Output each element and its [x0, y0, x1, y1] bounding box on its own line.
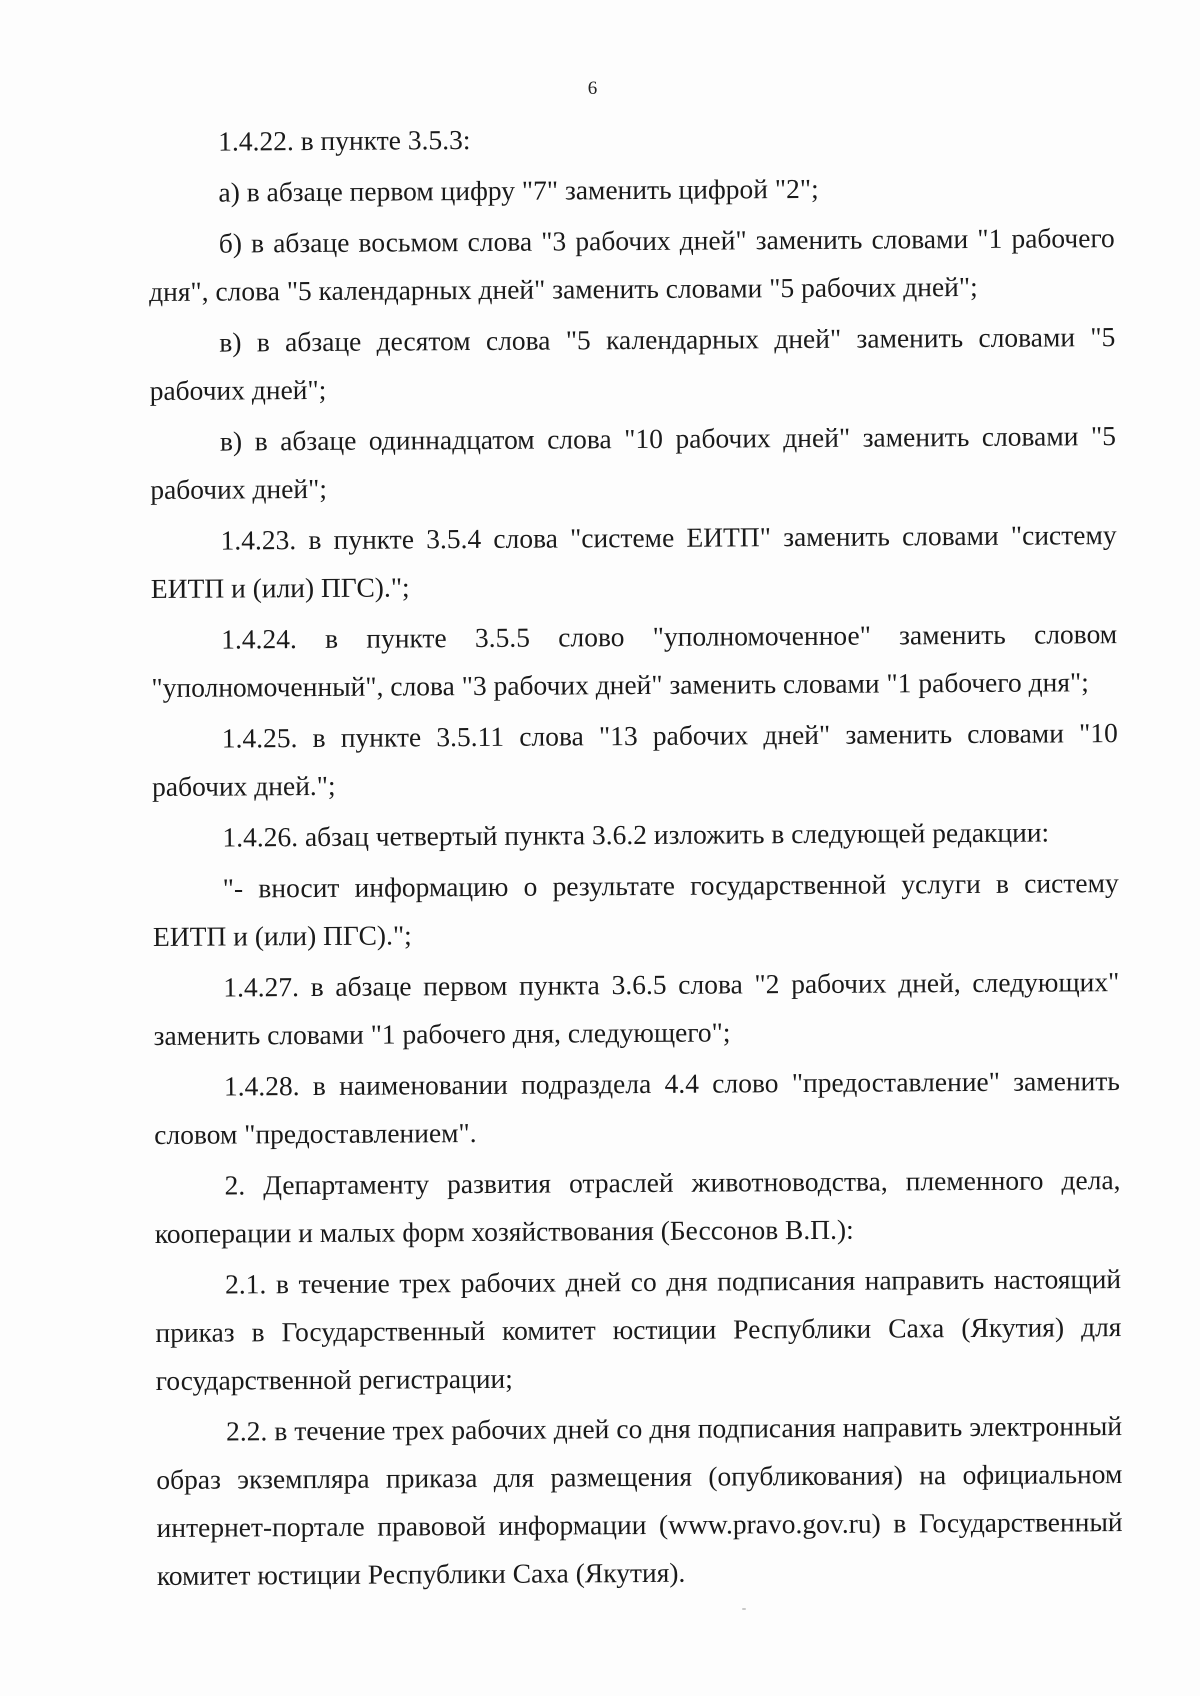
paragraph-1-4-28: 1.4.28. в наименовании подраздела 4.4 слово "предоставление" заменить словом "предоставлением". [154, 1065, 1120, 1150]
paragraph-2-2: 2.2. в течение трех рабочих дней со дня подписания направить электронный образ экземпляра приказа для размещения (опубликования) на официальном интернет-портале правовой информации (www.pravo.gov.ru) в Государственный комитет юстиции Республики Саха (Якутия). [156, 1410, 1123, 1591]
paragraph-1-4-22: 1.4.22. в пункте 3.5.3: [218, 124, 471, 157]
paragraph-1-4-23: 1.4.23. в пункте 3.5.4 слова "системе ЕИТП" заменить словами "систему ЕИТП и (или) ПГС)."; [150, 519, 1117, 604]
paragraph-1-4-25: 1.4.25. в пункте 3.5.11 слова "13 рабочих дней" заменить словами "10 рабочих дней."; [151, 717, 1118, 802]
document-body [148, 112, 1123, 1603]
scan-speck [742, 1608, 746, 1610]
paragraph-1-4-24: 1.4.24. в пункте 3.5.5 слово "уполномоченное" заменить словом "уполномоченный", слова "3 рабочих дней" заменить словами "1 рабочего дня"; [151, 618, 1118, 703]
paragraph-2-1: 2.1. в течение трех рабочих дней со дня подписания направить настоящий приказ в Государственный комитет юстиции Республики Саха (Якутия) для государственной регистрации; [155, 1263, 1122, 1396]
page-number: 6 [587, 78, 598, 99]
paragraph-sub-b: б) в абзаце восьмом слова "3 рабочих дней" заменить словами "1 рабочего дня", слова "5 календарных дней" заменить словами "5 рабочих дней"; [148, 222, 1115, 307]
paragraph-sub-v-eleventh: в) в абзаце одиннадцатом слова "10 рабочих дней" заменить словами "5 рабочих дней"; [150, 420, 1117, 505]
paragraph-sub-a: а) в абзаце первом цифру "7" заменить цифрой "2"; [218, 172, 819, 208]
paragraph-sub-v-tenth: в) в абзаце десятом слова "5 календарных дней" заменить словами "5 рабочих дней"; [149, 321, 1116, 406]
paragraph-2: 2. Департаменту развития отраслей животноводства, племенного дела, кооперации и малых форм хозяйствования (Бессонов В.П.): [154, 1164, 1121, 1249]
paragraph-1-4-27: 1.4.27. в абзаце первом пункта 3.6.5 слова "2 рабочих дней, следующих" заменить словами "1 рабочего дня, следующего"; [153, 966, 1120, 1051]
paragraph-1-4-26: 1.4.26. абзац четвертый пункта 3.6.2 изложить в следующей редакции: [222, 816, 1050, 853]
paragraph-quoted-new-text: "- вносит информацию о результате государственной услуги в систему ЕИТП и (или) ПГС)."; [152, 867, 1119, 952]
